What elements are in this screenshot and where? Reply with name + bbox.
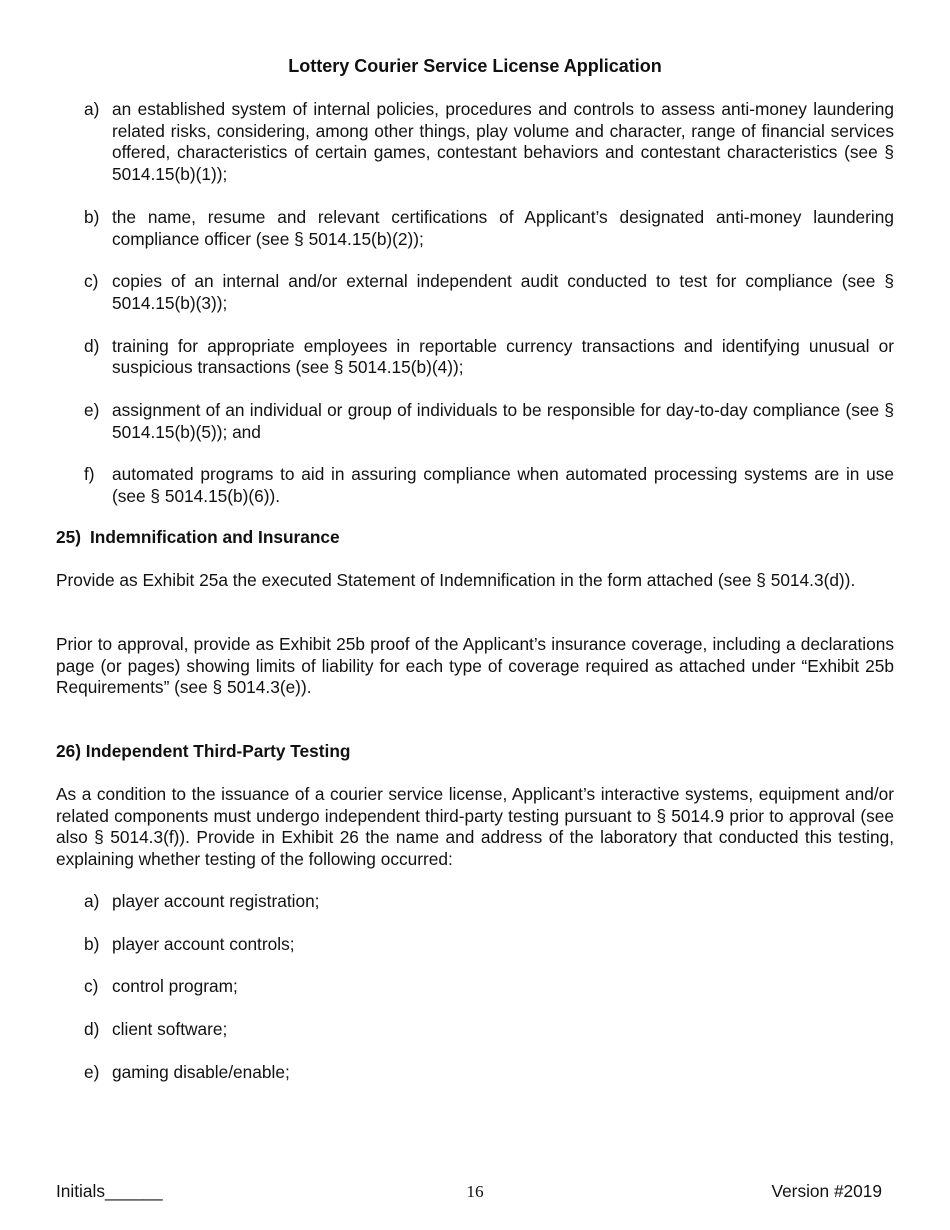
list-item	[56, 271, 894, 314]
section-26-heading: 26) Independent Third-Party Testing	[56, 741, 351, 761]
list-item	[56, 1019, 894, 1041]
list-item	[56, 336, 894, 379]
testing-items-list	[56, 891, 894, 1084]
list-item	[56, 99, 894, 186]
list-item	[56, 976, 894, 998]
section-26-paragraph: As a condition to the issuance of a courier service license, Applicant’s interactive systems, equipment and/or related components must undergo independent third-party testing pursuant to § 5014.9 prior to approval (see also § 5014.3(f)). Provide in Exhibit 26 the name and address of the laboratory that conducted this testing, explaining whether testing of the following occurred:	[56, 784, 894, 870]
list-item	[56, 891, 894, 913]
list-text: automated programs to aid in assuring compliance when automated processing systems are in use (see § 5014.15(b)(6)).	[112, 464, 894, 507]
list-marker: b)	[84, 933, 100, 954]
list-marker: a)	[84, 99, 100, 119]
list-marker: c)	[84, 271, 99, 292]
aml-requirements-list	[56, 99, 894, 508]
list-text: control program;	[112, 976, 238, 997]
list-item	[56, 1062, 894, 1084]
list-marker: c)	[84, 976, 99, 997]
section-25-paragraph-1: Provide as Exhibit 25a the executed Statement of Indemnification in the form attached (see § 5014.3(d)).	[56, 570, 856, 590]
list-text: gaming disable/enable;	[112, 1061, 290, 1082]
page-title: Lottery Courier Service License Application	[288, 56, 662, 76]
list-text: training for appropriate employees in reportable currency transactions and identifying unusual or suspicious transactions (see § 5014.15(b)(4));	[112, 335, 894, 378]
list-item	[56, 400, 894, 443]
list-text: copies of an internal and/or external independent audit conducted to test for compliance (see § 5014.15(b)(3));	[112, 271, 894, 313]
footer-initials: Initials______	[56, 1181, 163, 1201]
list-text: assignment of an individual or group of individuals to be responsible for day-to-day compliance (see § 5014.15(b)(5)); and	[112, 400, 894, 442]
list-text: player account controls;	[112, 933, 295, 954]
list-item	[56, 207, 894, 250]
list-marker: f)	[84, 464, 95, 485]
section-25-heading	[56, 527, 340, 548]
section-25-title: Indemnification and Insurance	[90, 527, 340, 547]
list-marker: e)	[84, 1061, 100, 1082]
list-marker: d)	[84, 1019, 100, 1040]
list-marker: e)	[84, 400, 100, 421]
list-text: player account registration;	[112, 891, 320, 911]
list-marker: b)	[84, 206, 100, 227]
section-25-paragraph-2: Prior to approval, provide as Exhibit 25b proof of the Applicant’s insurance coverage, including a declarations page (or pages) showing limits of liability for each type of coverage required as attached under “Exhibit 25b Requirements” (see § 5014.3(e)).	[56, 634, 894, 698]
section-25-number: 25)	[56, 527, 81, 547]
footer-version: Version #2019	[771, 1181, 882, 1201]
list-text: client software;	[112, 1019, 228, 1040]
list-marker: d)	[84, 335, 100, 356]
footer-page-number: 16	[466, 1182, 484, 1201]
list-text: the name, resume and relevant certifications of Applicant’s designated anti-money laundering compliance officer (see § 5014.15(b)(2));	[112, 206, 894, 249]
list-item	[56, 464, 894, 507]
list-text: an established system of internal policies, procedures and controls to assess anti-money laundering related risks, considering, among other things, play volume and character, range of financial services offered, characteristics of certain games, contestant behaviors and contestant characteristics (see § 5014.15(b)(1));	[112, 99, 894, 185]
list-marker: a)	[84, 891, 100, 911]
list-item	[56, 934, 894, 956]
